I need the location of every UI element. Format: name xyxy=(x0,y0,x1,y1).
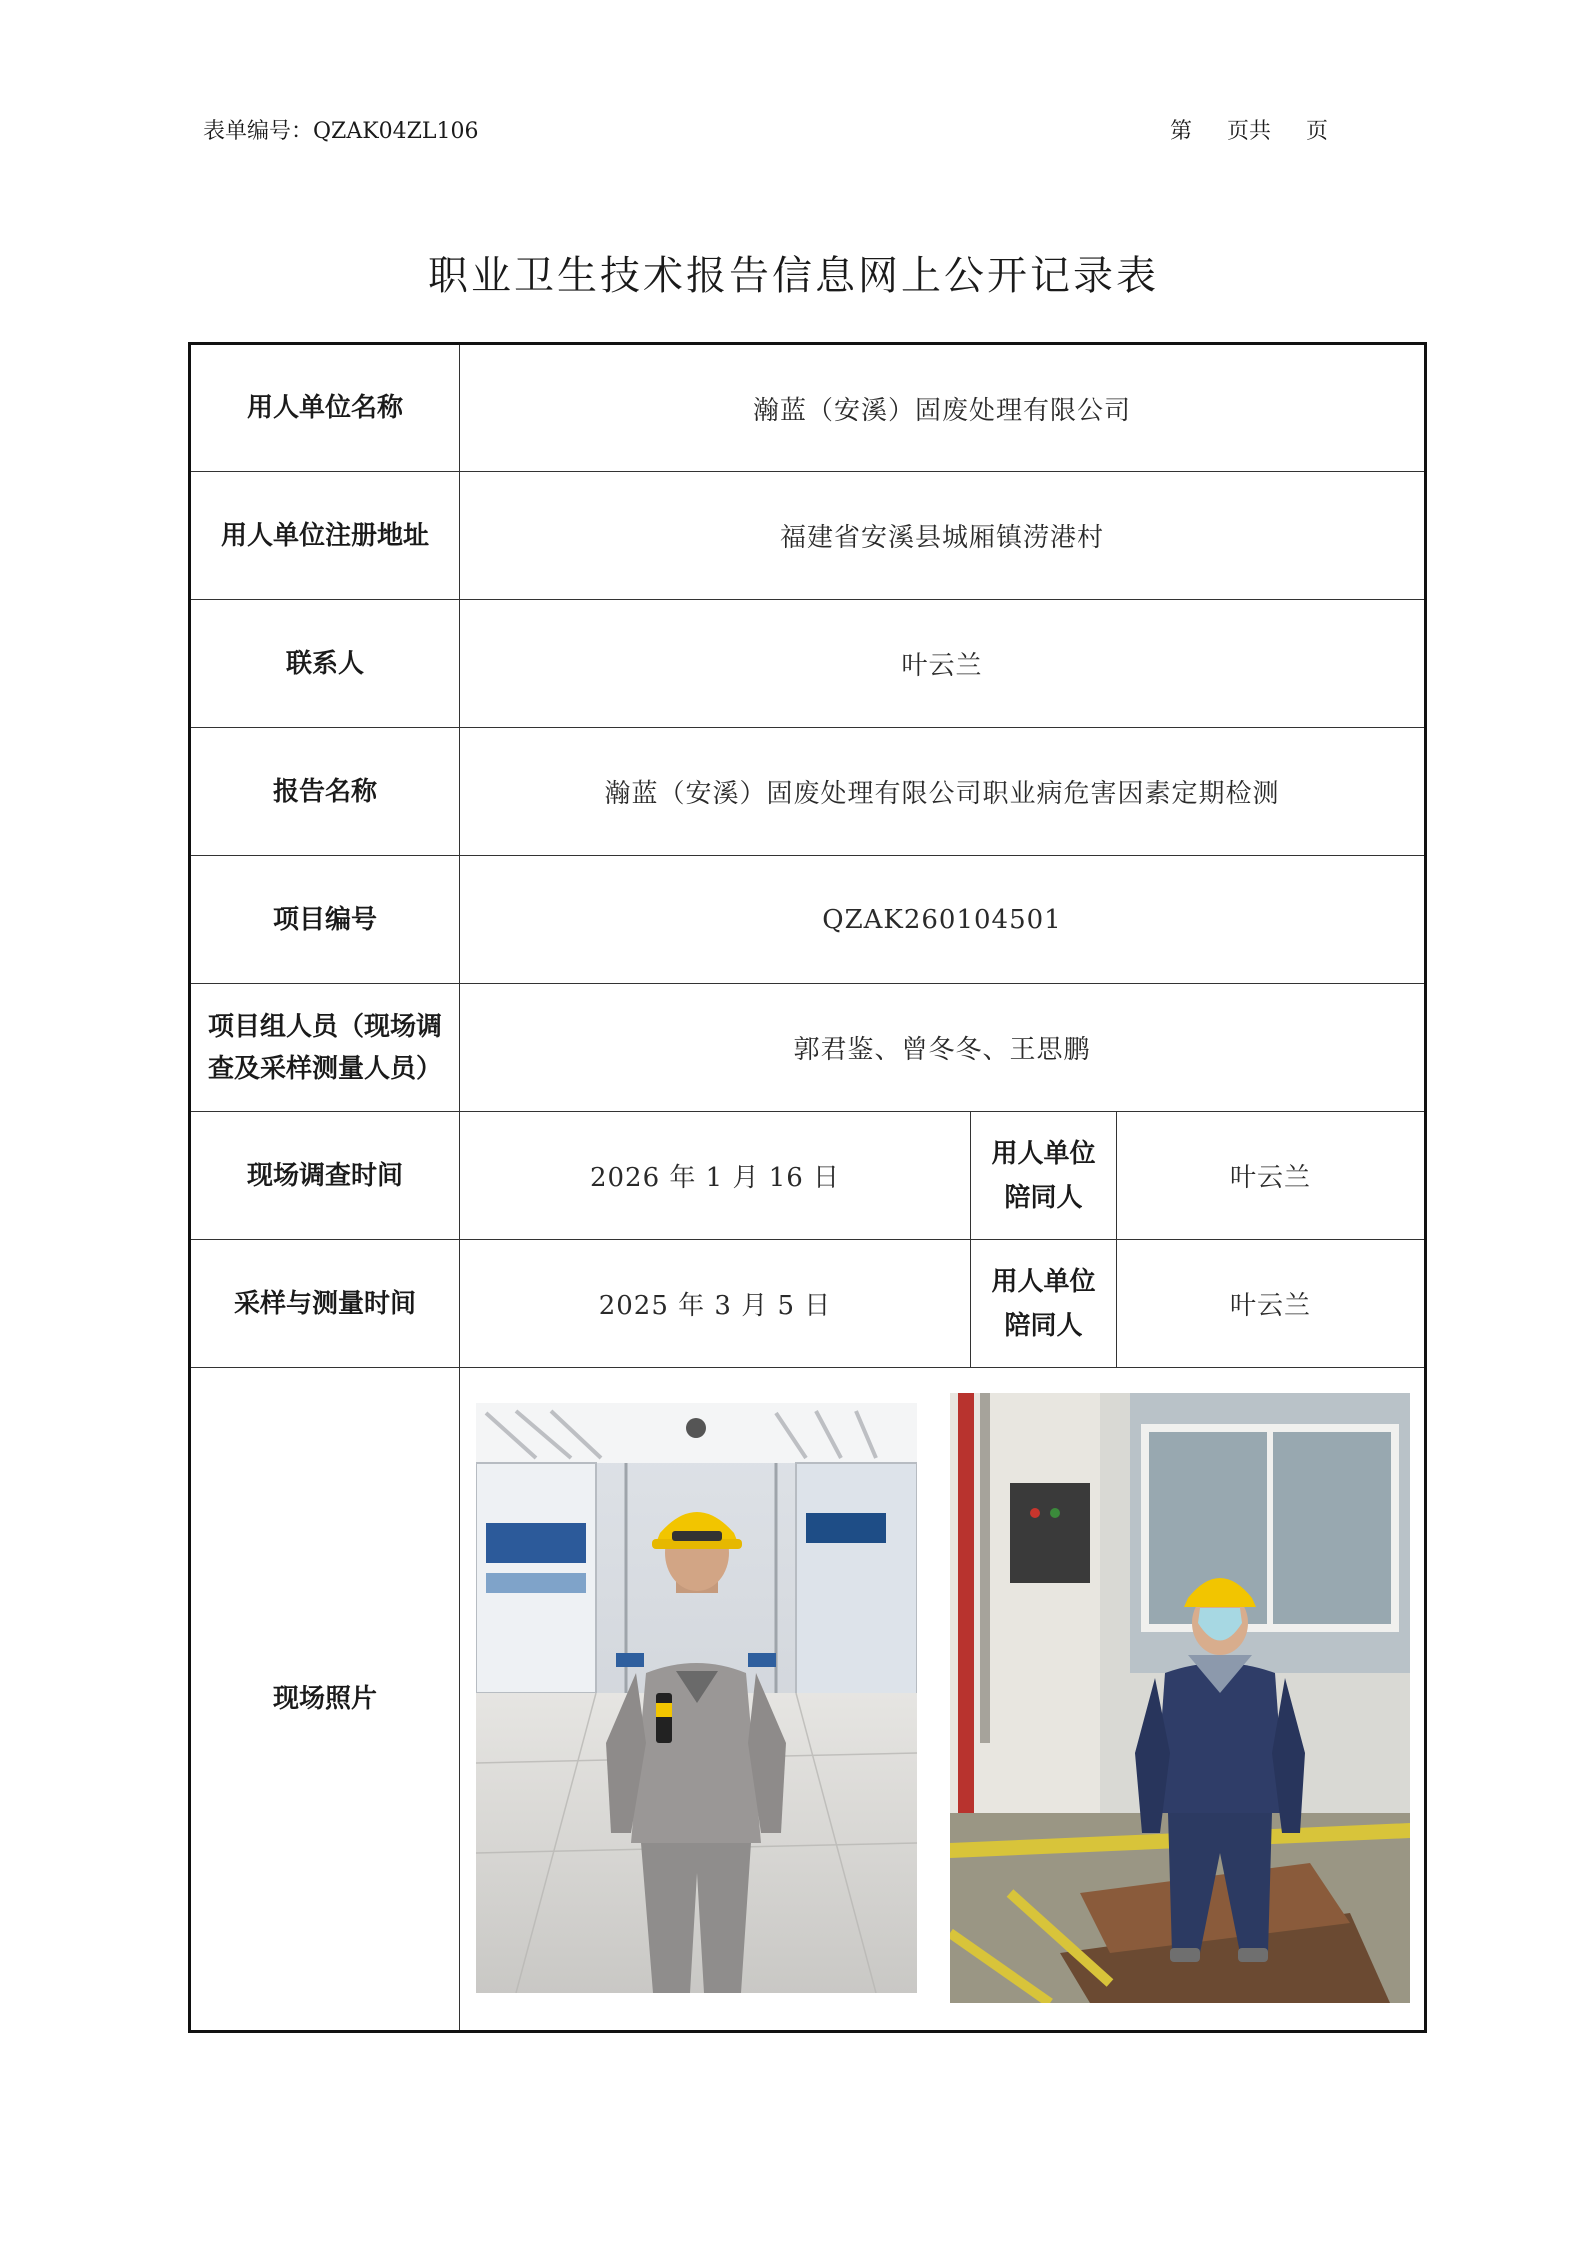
survey-companion-label xyxy=(971,1112,1117,1240)
team-value: 郭君鉴、曾冬冬、王思鹏 xyxy=(460,984,1426,1112)
row-photos xyxy=(190,1368,1426,2032)
site-photo-2-image xyxy=(950,1393,1410,2003)
record-table xyxy=(188,342,1427,2033)
site-photo-1-image xyxy=(476,1403,917,1993)
survey-time-value: 2026 年 1 月 16 日 xyxy=(460,1112,971,1240)
site-photo-1 xyxy=(476,1403,917,1993)
contact-label: 联系人 xyxy=(190,600,460,728)
row-team xyxy=(190,984,1426,1112)
registered-address-value: 福建省安溪县城厢镇涝港村 xyxy=(460,472,1426,600)
team-label-line2: 查及采样测量人员） xyxy=(207,1053,442,1084)
employer-name-value: 瀚蓝（安溪）固废处理有限公司 xyxy=(460,344,1426,472)
registered-address-label: 用人单位注册地址 xyxy=(190,472,460,600)
project-no-value: QZAK260104501 xyxy=(460,856,1426,984)
row-registered-address xyxy=(190,472,1426,600)
photos-label: 现场照片 xyxy=(190,1368,460,2032)
form-code: 表单编号：QZAK04ZL106 xyxy=(203,119,479,144)
page-info: 第 页共 页 xyxy=(1170,119,1328,144)
sampling-time-value: 2025 年 3 月 5 日 xyxy=(460,1240,971,1368)
row-sampling-time xyxy=(190,1240,1426,1368)
survey-companion-value: 叶云兰 xyxy=(1117,1112,1426,1240)
sampling-time-label: 采样与测量时间 xyxy=(190,1240,460,1368)
sampling-companion-label-line2: 陪同人 xyxy=(1004,1310,1083,1341)
sampling-companion-label-line1: 用人单位 xyxy=(991,1266,1096,1297)
row-employer-name xyxy=(190,344,1426,472)
survey-time-label: 现场调查时间 xyxy=(190,1112,460,1240)
employer-name-label: 用人单位名称 xyxy=(190,344,460,472)
row-report-name xyxy=(190,728,1426,856)
sampling-companion-label xyxy=(971,1240,1117,1368)
team-label xyxy=(190,984,460,1112)
page-title: 职业卫生技术报告信息网上公开记录表 xyxy=(428,253,1159,299)
site-photo-2 xyxy=(950,1393,1410,2003)
row-survey-time xyxy=(190,1112,1426,1240)
sampling-companion-value: 叶云兰 xyxy=(1117,1240,1426,1368)
report-name-label: 报告名称 xyxy=(190,728,460,856)
row-contact xyxy=(190,600,1426,728)
report-name-value: 瀚蓝（安溪）固废处理有限公司职业病危害因素定期检测 xyxy=(460,728,1426,856)
row-project-no xyxy=(190,856,1426,984)
survey-companion-label-line1: 用人单位 xyxy=(991,1138,1096,1169)
team-label-line1: 项目组人员（现场调 xyxy=(207,1011,442,1042)
project-no-label: 项目编号 xyxy=(190,856,460,984)
contact-value: 叶云兰 xyxy=(460,600,1426,728)
photos-cell xyxy=(460,1368,1426,2032)
survey-companion-label-line2: 陪同人 xyxy=(1004,1182,1083,1213)
